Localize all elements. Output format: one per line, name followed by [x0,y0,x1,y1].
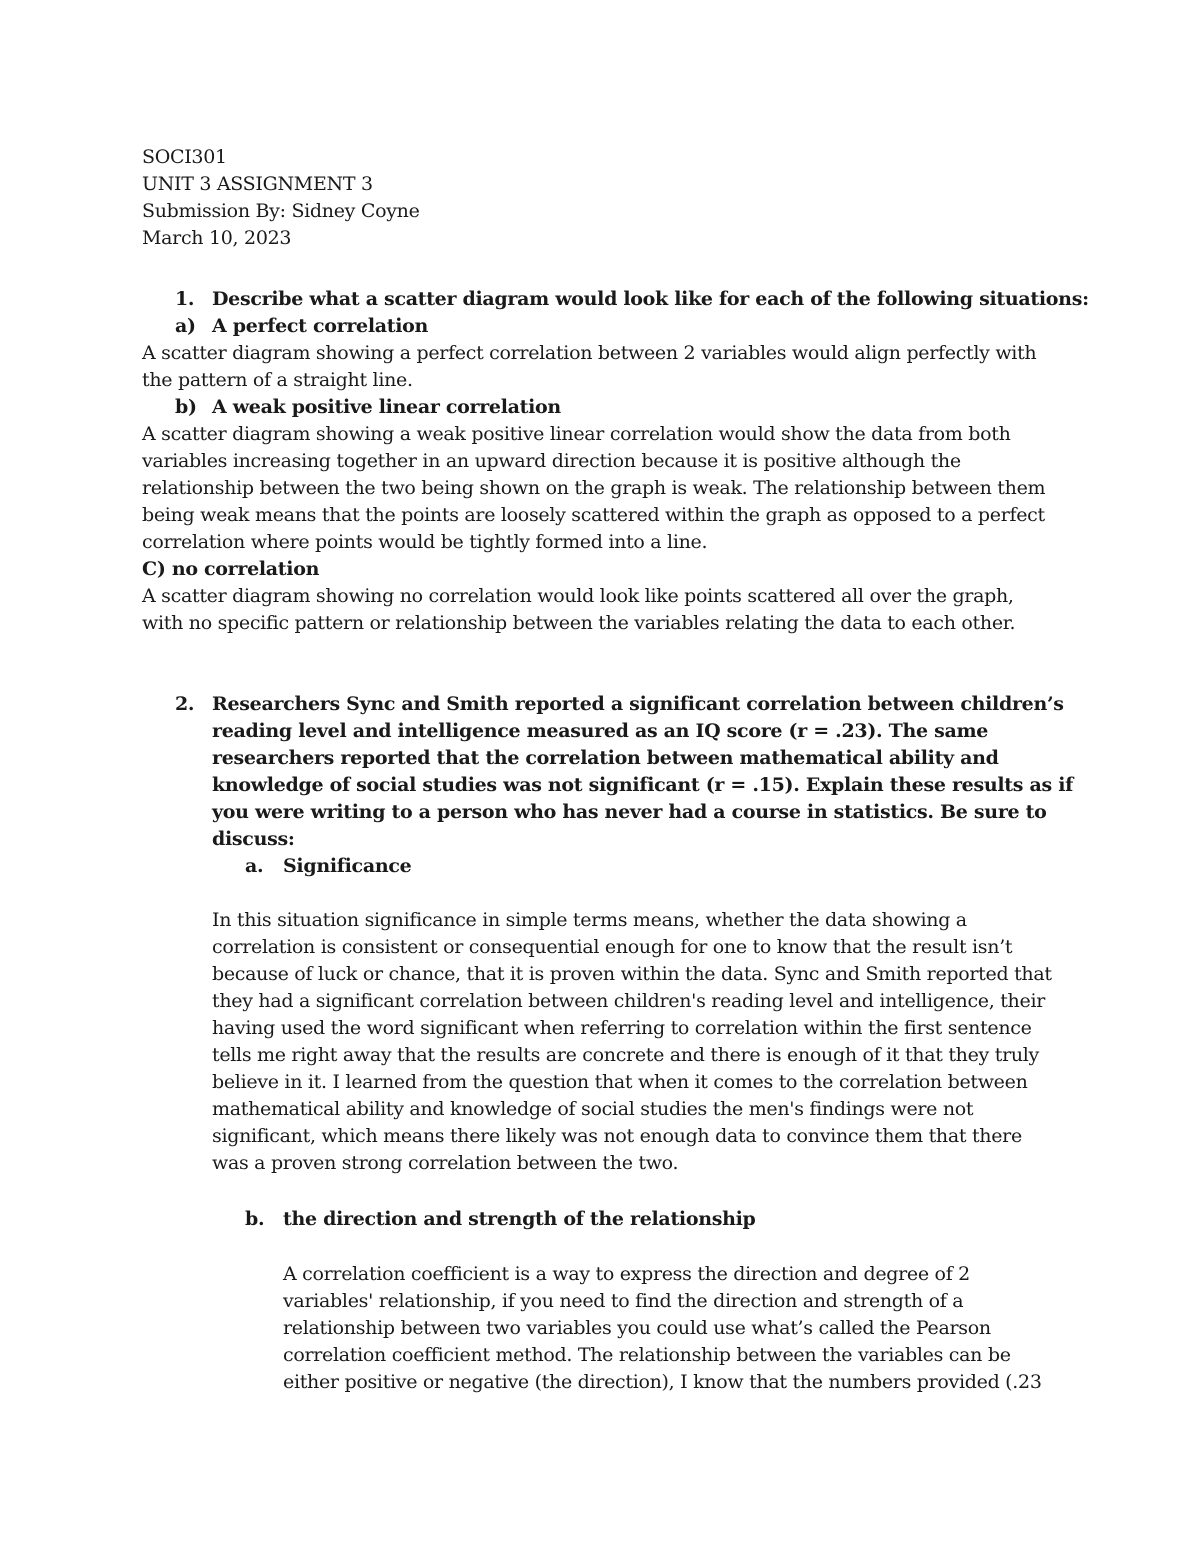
q2b-answer-line: either positive or negative (the direction), I know that the numbers provided (.23 [283,1371,1042,1393]
q1a-answer-line: A scatter diagram showing a perfect correlation between 2 variables would align perfectly with [142,342,1037,364]
q1b-answer-line: being weak means that the points are loosely scattered within the graph as opposed to a perfect [142,504,1045,526]
q1a-marker: a) [175,315,196,337]
q1b-answer-line: correlation where points would be tightly formed into a line. [142,531,708,553]
q1-number: 1. [175,288,195,310]
q2-prompt-line: you were writing to a person who has never had a course in statistics. Be sure to [212,801,1047,823]
q2-prompt-line: Researchers Sync and Smith reported a significant correlation between children’s [212,693,1064,715]
q2b-answer-line: A correlation coefficient is a way to express the direction and degree of 2 [283,1263,970,1285]
q2a-answer-line: In this situation significance in simple terms means, whether the data showing a [212,909,967,931]
q1b-answer-line: variables increasing together in an upward direction because it is positive although the [142,450,961,472]
q2a-answer-line: they had a significant correlation between children's reading level and intelligence, their [212,990,1045,1012]
q2a-answer-line: significant, which means there likely was not enough data to convince them that there [212,1125,1022,1147]
q2b-marker: b. [245,1208,265,1230]
q2a-answer-line: was a proven strong correlation between the two. [212,1152,679,1174]
submission-by: Submission By: Sidney Coyne [142,200,420,222]
q2-prompt-line: reading level and intelligence measured as an IQ score (r = .23). The same [212,720,989,742]
q1b-marker: b) [175,396,197,418]
q2b-answer-line: relationship between two variables you could use what’s called the Pearson [283,1317,991,1339]
submission-date: March 10, 2023 [142,227,292,249]
q2a-answer-line: correlation is consistent or consequential enough for one to know that the result isn’t [212,936,1013,958]
q1a-heading: A perfect correlation [212,315,429,337]
q1b-answer-line: relationship between the two being shown on the graph is weak. The relationship between them [142,477,1046,499]
q1-prompt: Describe what a scatter diagram would look like for each of the following situations: [212,288,1089,310]
course-code: SOCI301 [142,146,227,168]
q2a-answer-line: believe in it. I learned from the question that when it comes to the correlation between [212,1071,1028,1093]
q2a-answer-line: because of luck or chance, that it is proven within the data. Sync and Smith reported that [212,963,1052,985]
q2b-heading: the direction and strength of the relationship [283,1208,756,1230]
q2a-marker: a. [245,855,264,877]
q2a-heading: Significance [283,855,412,877]
q1b-heading: A weak positive linear correlation [212,396,561,418]
q1c-answer-line: with no specific pattern or relationship between the variables relating the data to each other. [142,612,1016,634]
q2-number: 2. [175,693,195,715]
q1a-answer-line: the pattern of a straight line. [142,369,413,391]
assignment-title: UNIT 3 ASSIGNMENT 3 [142,173,373,195]
q2a-answer-line: mathematical ability and knowledge of social studies the men's findings were not [212,1098,974,1120]
q1c-answer-line: A scatter diagram showing no correlation would look like points scattered all over the graph, [142,585,1014,607]
q2a-answer-line: tells me right away that the results are concrete and there is enough of it that they truly [212,1044,1039,1066]
q2-prompt-line: discuss: [212,828,295,850]
q2b-answer-line: variables' relationship, if you need to find the direction and strength of a [283,1290,964,1312]
q2a-answer-line: having used the word significant when referring to correlation within the first sentence [212,1017,1032,1039]
q2-prompt-line: knowledge of social studies was not significant (r = .15). Explain these results as if [212,774,1074,796]
q2-prompt-line: researchers reported that the correlation between mathematical ability and [212,747,999,769]
q1b-answer-line: A scatter diagram showing a weak positive linear correlation would show the data from both [142,423,1011,445]
q2b-answer-line: correlation coefficient method. The relationship between the variables can be [283,1344,1011,1366]
q1c-heading: C) no correlation [142,558,320,580]
